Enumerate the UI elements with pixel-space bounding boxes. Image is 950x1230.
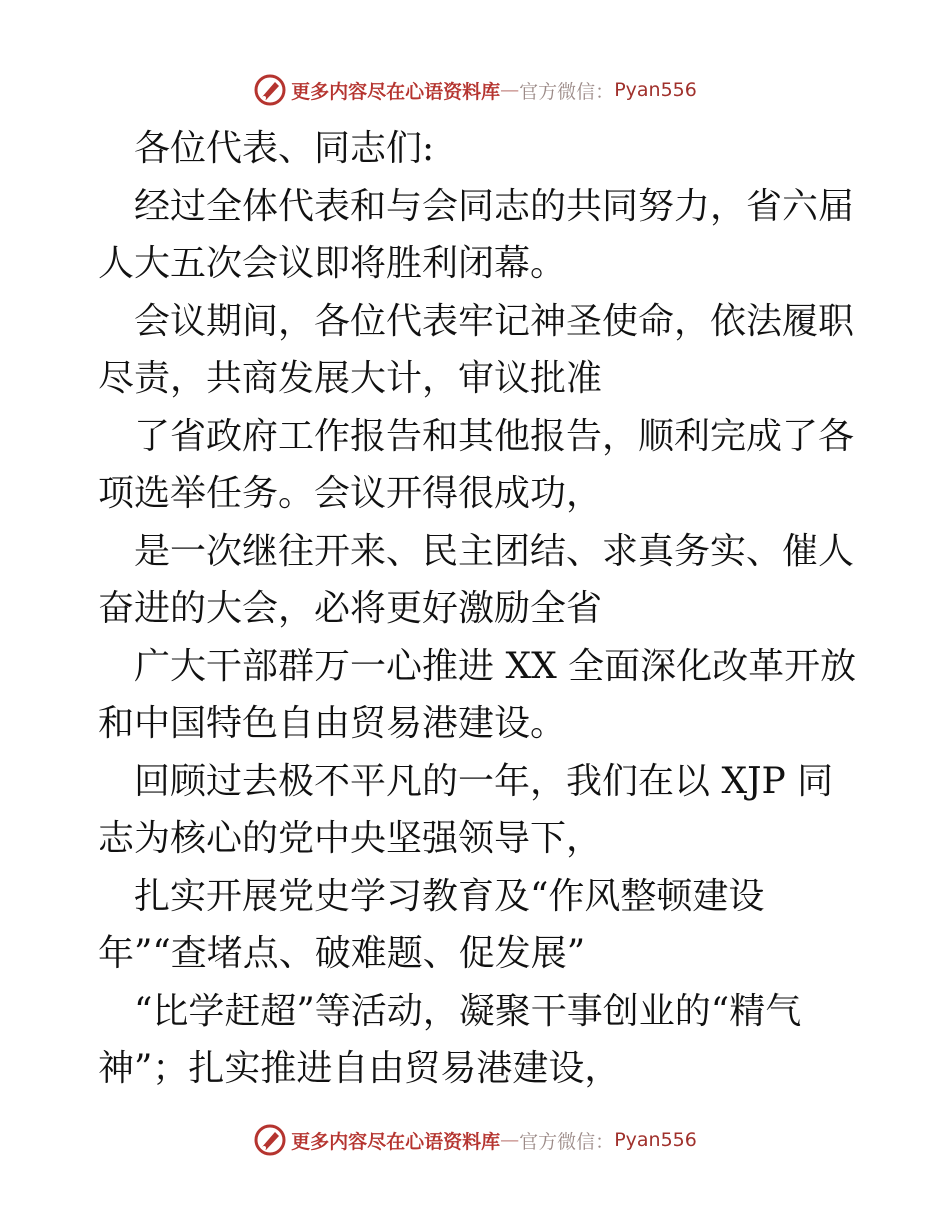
footer-watermark-banner xyxy=(0,1118,950,1162)
banner-wechat-id: Pyan556 xyxy=(614,1129,697,1151)
paragraph: “比学赶超”等活动，凝聚干事创业的“精气神”；扎实推进自由贸易港建设， xyxy=(98,990,802,1089)
paragraph: 经过全体代表和与会同志的共同努力，省六届人大五次会议即将胜利闭幕。 xyxy=(98,185,855,284)
banner-main-text: 更多内容尽在心语资料库 xyxy=(291,80,501,103)
paragraph: 是一次继往开来、民主团结、求真务实、催人奋进的大会，必将更好激励全省 xyxy=(98,530,855,629)
pen-seal-logo xyxy=(253,1123,287,1157)
banner-official-label: 官方微信： xyxy=(519,80,615,103)
paragraph: 回顾过去极不平凡的一年，我们在以 XJP 同志为核心的党中央坚强领导下， xyxy=(98,760,834,859)
paragraph: 扎实开展党史学习教育及“作风整顿建设年”“查堵点、破难题、促发展” xyxy=(98,875,765,974)
header-watermark-banner xyxy=(0,68,950,112)
banner-official-label: 官方微信： xyxy=(519,1130,615,1153)
banner-separator: — xyxy=(500,79,520,101)
banner-main-text: 更多内容尽在心语资料库 xyxy=(291,1130,501,1153)
paragraph-salutation: 各位代表、同志们: xyxy=(134,128,435,169)
banner-separator: — xyxy=(500,1129,520,1151)
paragraph: 了省政府工作报告和其他报告，顺利完成了各项选举任务。会议开得很成功， xyxy=(98,415,855,514)
document-body xyxy=(98,120,858,1098)
banner-wechat-id: Pyan556 xyxy=(614,79,697,101)
pen-seal-logo xyxy=(253,73,287,107)
paragraph: 广大干部群万一心推进 XX 全面深化改革开放和中国特色自由贸易港建设。 xyxy=(98,645,857,744)
paragraph: 会议期间，各位代表牢记神圣使命，依法履职尽责，共商发展大计，审议批准 xyxy=(98,300,855,399)
